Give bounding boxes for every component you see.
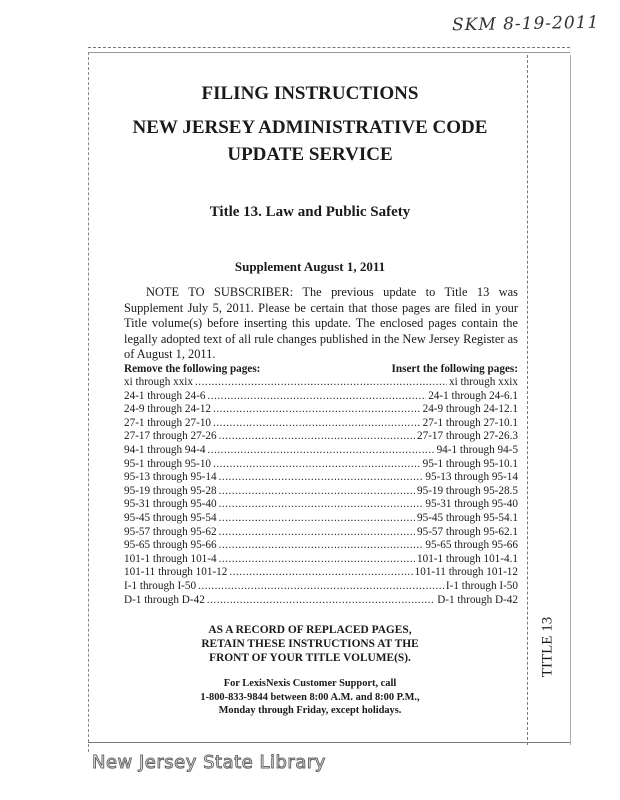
insert-pages: xi through xxix — [449, 376, 518, 388]
tab-label: TITLE 13 — [539, 616, 556, 678]
remove-pages: 95-45 through 95-54 — [124, 511, 217, 524]
remove-pages: 24-9 through 24-12 — [124, 403, 212, 416]
insert-pages: 95-19 through 95-28.5 — [417, 484, 518, 497]
insert-pages: 24-1 through 24-6.1 — [428, 389, 518, 402]
remove-pages: I-1 through I-50 — [124, 579, 197, 592]
leader-dots — [207, 594, 435, 608]
remove-pages: D-1 through D-42 — [124, 593, 205, 606]
record-instructions — [0, 623, 620, 665]
table-row — [124, 512, 518, 526]
insert-pages: I-1 through I-50 — [445, 579, 518, 592]
leader-dots — [219, 553, 415, 567]
remove-pages: 95-31 through 95-40 — [124, 498, 217, 511]
supplement-date: Supplement August 1, 2011 — [234, 259, 386, 274]
remove-pages: 95-13 through 95-14 — [124, 471, 217, 484]
table-row — [124, 471, 518, 485]
remove-pages: 27-1 through 27-10 — [124, 416, 212, 429]
insert-pages: 101-1 through 101-4.1 — [417, 552, 518, 565]
insert-pages: 95-1 through 95-10.1 — [422, 457, 518, 470]
leader-dots — [219, 512, 415, 526]
table-row — [124, 539, 518, 553]
table-row — [124, 458, 518, 472]
table-row — [124, 526, 518, 540]
remove-pages: 95-57 through 95-62 — [124, 525, 217, 538]
leader-dots — [219, 471, 424, 485]
table-row — [124, 485, 518, 499]
customer-support-info — [0, 677, 620, 718]
insert-pages: 95-57 through 95-62.1 — [417, 525, 518, 538]
insert-pages: 95-65 through 95-66 — [425, 539, 518, 552]
record-line-1: AS A RECORD OF REPLACED PAGES, — [208, 624, 412, 636]
leader-dots — [219, 430, 415, 444]
page-border-bottom — [88, 742, 570, 743]
leader-dots — [229, 566, 412, 580]
page-border-top-inner — [88, 52, 570, 53]
remove-pages: 27-17 through 27-26 — [124, 430, 217, 443]
leader-dots — [207, 444, 434, 458]
table-headers — [124, 363, 518, 375]
leader-dots — [219, 539, 424, 553]
table-row — [124, 417, 518, 431]
remove-pages: 24-1 through 24-6 — [124, 389, 206, 402]
remove-pages: 101-1 through 101-4 — [124, 552, 217, 565]
leader-dots — [219, 498, 424, 512]
remove-pages: xi through xxix — [124, 376, 193, 388]
support-line-3: Monday through Friday, except holidays. — [218, 705, 402, 717]
insert-pages: 95-45 through 95-54.1 — [417, 511, 518, 524]
subscriber-note: NOTE TO SUBSCRIBER: The previous update to Title 13 was Supplement July 5, 2011. Please be certain that those pages are filed in your Title volume(s) before inserting this update. The enclosed pages contain the legally adopted text of all rule changes published in the New Jersey Register as of August 1, 2011. — [124, 285, 518, 361]
leader-dots — [195, 376, 447, 390]
insert-header: Insert the following pages: — [391, 363, 518, 375]
table-row — [124, 566, 518, 580]
table-row — [124, 376, 518, 390]
table-row — [124, 553, 518, 567]
remove-pages: 95-1 through 95-10 — [124, 457, 212, 470]
remove-pages: 94-1 through 94-4 — [124, 443, 206, 456]
table-row — [124, 594, 518, 608]
table-row — [124, 403, 518, 417]
leader-dots — [213, 417, 421, 431]
leader-dots — [213, 458, 421, 472]
insert-pages: 94-1 through 94-5 — [436, 443, 518, 456]
title-subtitle: Title 13. Law and Public Safety — [209, 204, 411, 220]
insert-pages: 101-11 through 101-12 — [414, 566, 518, 579]
record-line-2: RETAIN THESE INSTRUCTIONS AT THE — [201, 638, 419, 650]
page-replacement-table — [124, 376, 518, 607]
insert-pages: 95-13 through 95-14 — [425, 471, 518, 484]
support-line-1: For LexisNexis Customer Support, call — [223, 678, 397, 689]
remove-pages: 101-11 through 101-12 — [124, 566, 228, 579]
leader-dots — [219, 485, 415, 499]
table-row — [124, 580, 518, 594]
insert-pages: 95-31 through 95-40 — [425, 498, 518, 511]
library-stamp: New Jersey State Library — [92, 752, 326, 773]
insert-pages: 24-9 through 24-12.1 — [422, 403, 518, 416]
table-row — [124, 390, 518, 404]
title-tab — [533, 612, 563, 682]
leader-dots — [219, 526, 415, 540]
remove-pages: 95-65 through 95-66 — [124, 539, 217, 552]
document-title: FILING INSTRUCTIONS — [201, 83, 419, 104]
table-row — [124, 498, 518, 512]
document-heading-line1: NEW JERSEY ADMINISTRATIVE CODE — [132, 117, 488, 138]
leader-dots — [213, 403, 421, 417]
leader-dots — [207, 390, 426, 404]
document-heading-line2: UPDATE SERVICE — [227, 144, 393, 165]
page-border-top — [88, 47, 570, 48]
insert-pages: 27-1 through 27-10.1 — [422, 416, 518, 429]
handwritten-annotation: SKM 8-19-2011 — [451, 12, 600, 36]
table-row — [124, 430, 518, 444]
insert-pages: D-1 through D-42 — [437, 593, 518, 606]
insert-pages: 27-17 through 27-26.3 — [417, 430, 518, 443]
table-row — [124, 444, 518, 458]
support-line-2: 1-800-833-9844 between 8:00 A.M. and 8:00 P.M., — [200, 691, 420, 703]
remove-header: Remove the following pages: — [124, 363, 261, 375]
leader-dots — [198, 580, 444, 594]
record-line-3: FRONT OF YOUR TITLE VOLUME(S). — [209, 652, 411, 664]
remove-pages: 95-19 through 95-28 — [124, 484, 217, 497]
